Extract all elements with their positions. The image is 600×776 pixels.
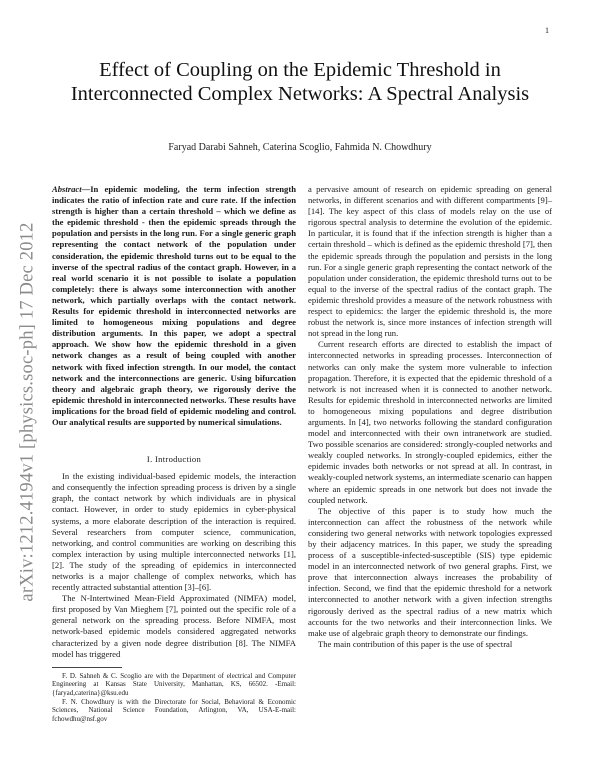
footnote-divider — [52, 667, 122, 668]
footnote-affiliation: F. N. Chowdhury is with the Directorate for Social, Behavioral & Economic Sciences, National Science Foundation, Arlington, VA, USA-E-mail: fchowdhu@nsf.gov — [52, 697, 296, 723]
abstract — [52, 184, 296, 428]
paper-title: Effect of Coupling on the Epidemic Threshold in Interconnected Complex Networks: A Spectral Analysis — [70, 59, 530, 105]
body-paragraph: The main contribution of this paper is the use of spectral — [318, 638, 513, 649]
author-list: Faryad Darabi Sahneh, Caterina Scoglio, Fahmida N. Chowdhury — [168, 142, 432, 153]
body-paragraph: The N-Intertwined Mean-Field Approximated (NIMFA) model, first proposed by Van Mieghem [7], pointed out the specific role of a general network on the spreading process. Before NIMFA, most network-based epidemic models considered aggregated networks characterized by a given node degree distribution [8]. The NIMFA model has triggered — [52, 593, 296, 659]
abstract-text: —In epidemic modeling, the term infection strength indicates the ratio of infection rate and cure rate. If the infection strength is higher than a certain threshold – which we define as the epidemic threshold - then the epidemic spreads through the population and persists in the long run. For a single generic graph representing the contact network of the population under consideration, the epidemic threshold turns out to be equal to the inverse of the spectral radius of the contact graph. However, in a real world scenario it is not possible to isolate a population completely: there is always some interconnection with another network, which partially overlaps with the contact network. Results for epidemic threshold in interconnected networks are limited to homogeneous mixing populations and degree distribution arguments. In this paper, we adopt a spectral approach. We show how the epidemic threshold in a given network changes as a result of being coupled with another network with fixed infection strength. In our model, the contact network and the interconnections are generic. Using bifurcation theory and algebraic graph theory, we rigorously derive the epidemic threshold in interconnected networks. These results have implications for the broad field of epidemic modeling and control. Our analytical results are supported by numerical simulations. — [52, 184, 296, 427]
footnote-affiliation: F. D. Sahneh & C. Scoglio are with the Department of electrical and Computer Engineering at Kansas State University, Manhattan, KS, 66502. -Email: {faryad,caterina}@ksu.edu — [52, 671, 296, 697]
body-paragraph: Current research efforts are directed to establish the impact of interconnected networks in spreading processes. Interconnection of networks can only make the system more vulnerable to infection propagation. Therefore, it is expected that the epidemic threshold of a network is not increased when it is connected to another network. Results for epidemic threshold in interconnected networks are limited to homogeneous mixing populations and degree distribution arguments. In [4], two networks following the standard configuration model and interconnected with their own intranetwork are studied. Two possible scenarios are considered: strongly-coupled networks and weakly coupled networks. In strongly-coupled epidemics, either the epidemic invades both networks or not spread at all. In contrast, in weakly-coupled network systems, an intermediate scenario can happen where an epidemic spreads in one network but does not invade the coupled network. — [308, 339, 552, 505]
body-paragraph: In the existing individual-based epidemic models, the interaction and consequently the infection spreading process is driven by a single graph, the contact network by which individuals are in physical contact. However, in order to study epidemics in cyber-physical systems, a more elaborate description of the interaction is required. Several researchers from computer science, communication, networking, and control communities are working on describing this complex interaction by using multiple interconnected networks [1], [2]. The study of the spreading of epidemics in interconnected networks is a major challenge of complex networks, which has recently attracted substantial attention [3]–[6]. — [52, 471, 296, 593]
left-column — [52, 184, 296, 723]
section-heading-introduction: I. Introduction — [146, 454, 202, 465]
body-paragraph: a pervasive amount of research on epidemic spreading on general networks, in different scenarios and with different compartments [9]–[14]. The key aspect of this class of models relay on the use of rigorous spectral analysis to determine the evolution of the epidemic. In particular, it is found that if the infection strength is higher than a certain threshold – which is defined as the epidemic threshold [7], then the epidemic spreads through the population and persists in the long run. For a single generic graph representing the contact network of the population under consideration, the epidemic threshold turns out to be equal to the inverse of the spectral radius of the contact graph. The epidemic threshold provides a measure of the network robustness with respect to epidemics: the larger the epidemic threshold is, the more robust the network is, since more instances of infection strength will not spread in the long run. — [308, 184, 552, 339]
abstract-lead: Abstract — [52, 184, 82, 194]
page-number: 1 — [545, 26, 549, 35]
body-paragraph: The objective of this paper is to study how much the interconnection can affect the robustness of the network while considering two general networks with network topologies expressed by their adjacency matrices. In this paper, we study the spreading process of a susceptible-infected-susceptible (SIS) type epidemic model in an interconnected network of two general graphs. First, we prove that interconnection always increases the probability of infection. Second, we find that the epidemic threshold for a network interconnected to another network with a given infection strengths rigorously derived as the spectral radius of a new matrix which accounts for the two networks and their interconnection links. We make use of algebraic graph theory to demonstrate our findings. — [308, 505, 552, 638]
arxiv-identifier-stamp[interactable]: arXiv:1212.4194v1 [physics.soc-ph] 17 Dec 2012 — [17, 222, 38, 602]
right-column — [308, 184, 552, 650]
